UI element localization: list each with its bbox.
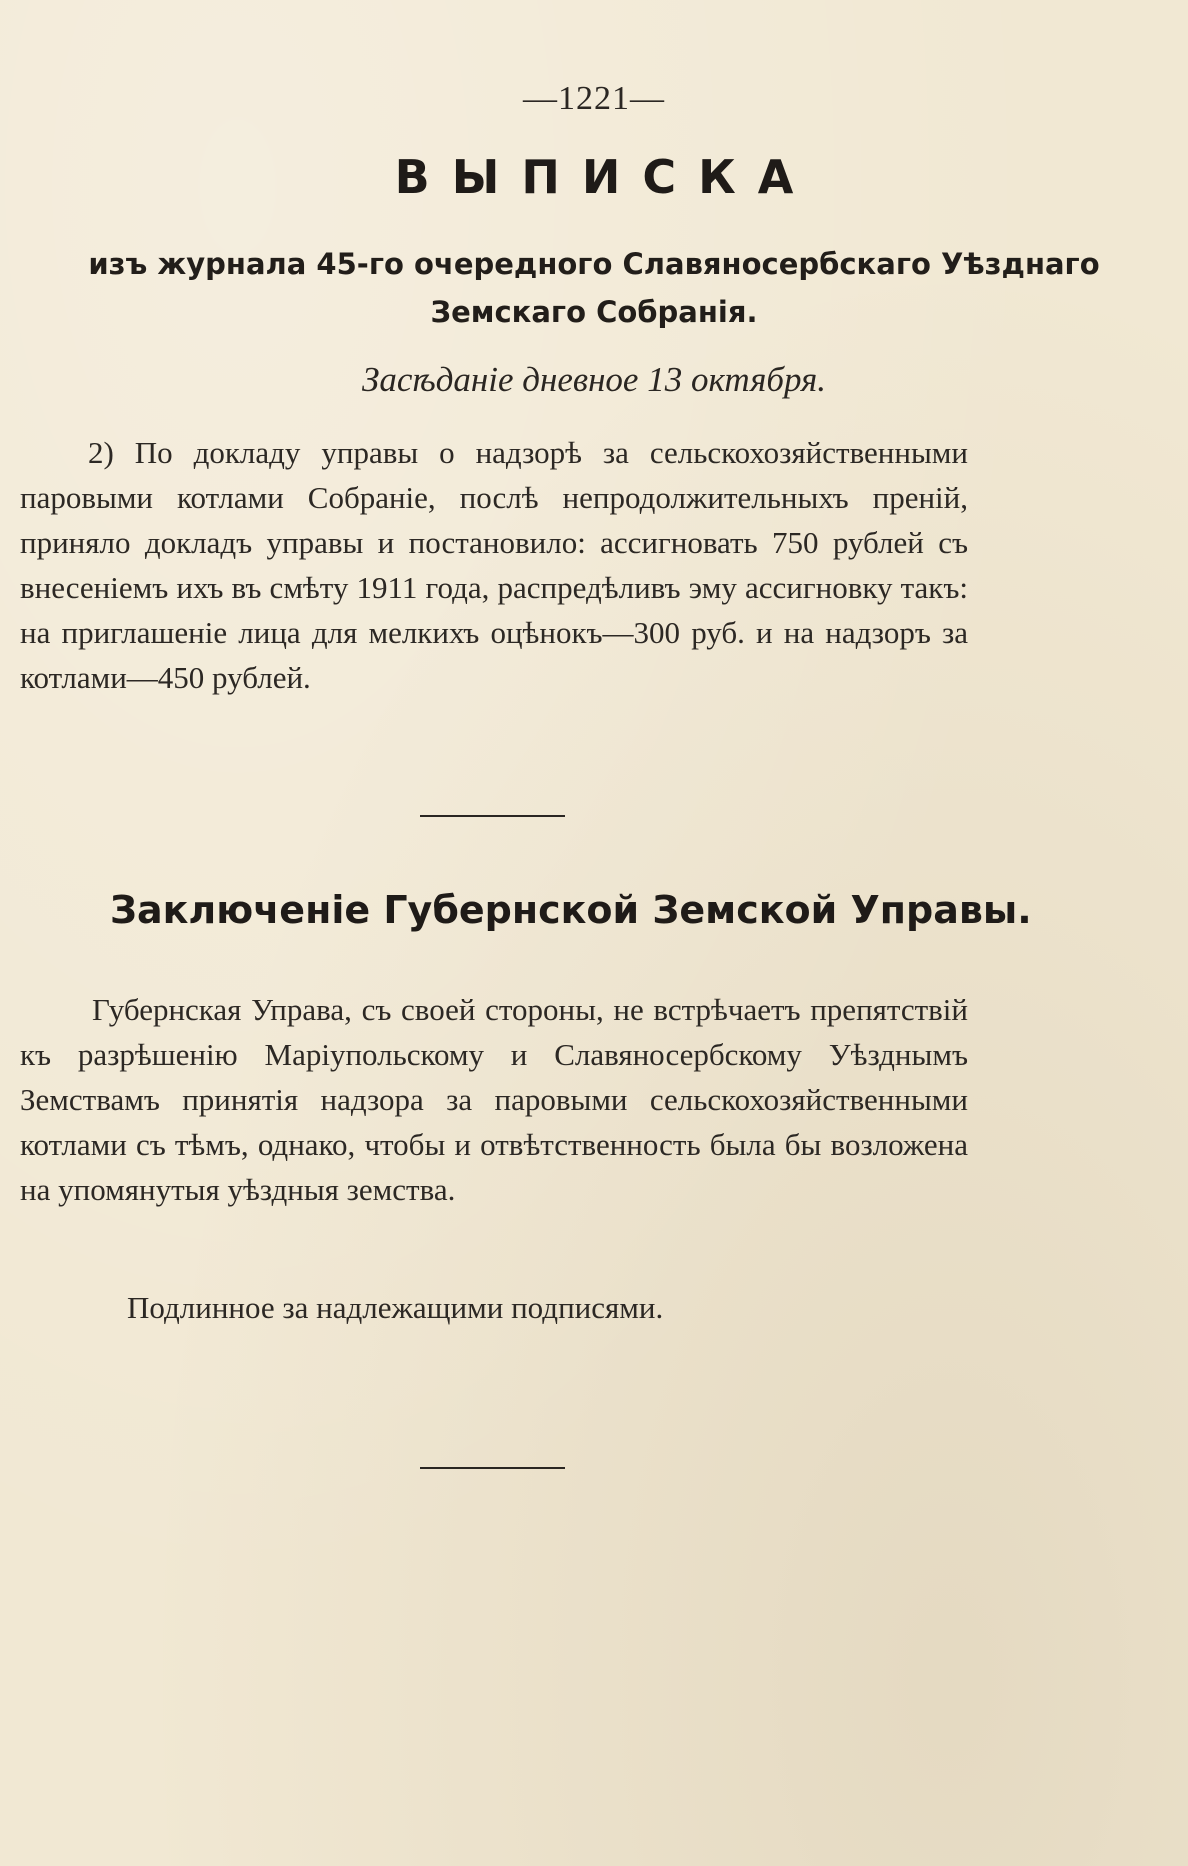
- end-separator-rule: [420, 1467, 565, 1469]
- section-heading: Заключеніе Губернской Земской Управы.: [110, 888, 1032, 932]
- document-title: ВЫПИСКА: [394, 150, 816, 204]
- conclusion-paragraph: Губернская Управа, съ своей стороны, не встрѣчаетъ препятствій къ разрѣшенію Маріупольскому и Славяносербскому Уѣзднымъ Земствамъ принятія надзора за паровыми сельскохозяйственными котлами съ тѣмъ, однако, чтобы и отвѣтственность была бы возложена на упомянутыя уѣздныя земства.: [20, 992, 968, 1207]
- session-line: Засѣданіе дневное 13 октября.: [361, 360, 827, 399]
- document-subtitle: изъ журнала 45-го очередного Славяносербскаго Уѣзднаго Земскаго Собранія.: [88, 247, 1100, 329]
- separator-rule: [420, 815, 565, 817]
- resolution-paragraph: 2) По докладу управы о надзорѣ за сельскохозяйственными паровыми котлами Собраніе, послѣ непродолжительныхъ преній, приняло докладъ управы и постановило: ассигновать 750 рублей съ внесеніемъ ихъ въ смѣту 1911 года, распредѣливъ эму ассигновку такъ: на приглашеніе лица для мелкихъ оцѣнокъ—300 руб. и на надзоръ за котлами—450 рублей.: [20, 435, 968, 695]
- signature-line: Подлинное за надлежащими подписями.: [127, 1290, 664, 1325]
- page-number: —1221—: [523, 80, 665, 117]
